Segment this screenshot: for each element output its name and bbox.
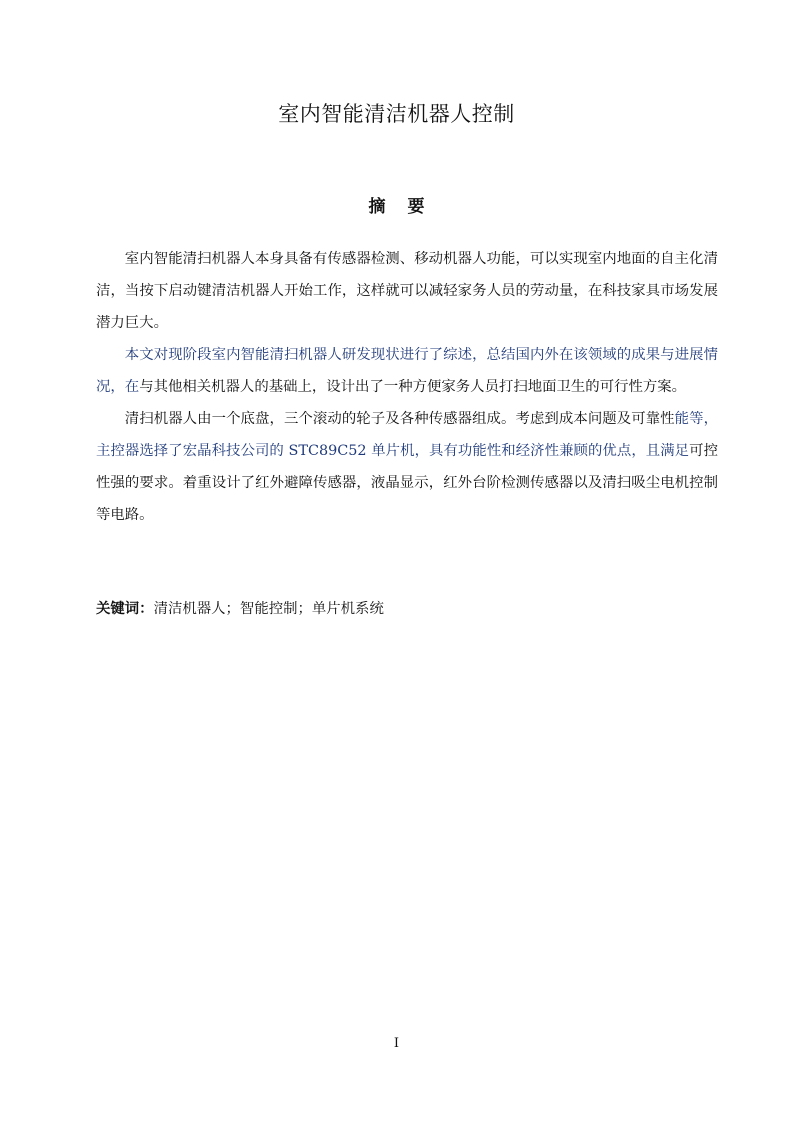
paragraph-3-text-a: 清扫机器人由一个底盘，三个滚动的轮子及各种传感器组成。考虑到成本问题及可靠性 xyxy=(124,411,675,427)
abstract-heading-char-1: 摘 xyxy=(368,197,386,217)
keywords-line xyxy=(96,597,384,621)
page-number: I xyxy=(393,1036,400,1051)
abstract-body xyxy=(96,243,718,531)
keywords-label: 关键词： xyxy=(96,601,154,617)
document-title: 室内智能清洁机器人控制 xyxy=(278,102,515,126)
abstract-heading xyxy=(0,192,793,217)
keywords-value: 清洁机器人；智能控制；单片机系统 xyxy=(153,601,384,617)
paragraph-2-text: 与其他相关机器人的基础上，设计出了一种方便家务人员打扫地面卫生的可行性方案。 xyxy=(139,379,687,395)
paragraph-3-highlight: 能等，主控器选择了宏晶科技公司的 STC89C52 单片机，具有功能性和经济性兼顾的优点，且满足 xyxy=(96,411,718,459)
abstract-heading-char-2: 要 xyxy=(407,197,425,217)
abstract-paragraph-3 xyxy=(96,403,718,531)
abstract-paragraph-2 xyxy=(96,339,718,403)
paragraph-3-text-b: 可控性强的要求。着重设计了红外避障传感器，液晶显示，红外台阶检测传感器以及清扫吸尘电机控制等电路。 xyxy=(96,443,718,523)
paragraph-2-highlight: 本文对现阶段室内智能清扫机器人研发现状进行了综述，总结国内外在该领域的成果与进展情况，在 xyxy=(96,347,718,395)
abstract-paragraph-1: 室内智能清扫机器人本身具备有传感器检测、移动机器人功能，可以实现室内地面的自主化清洁，当按下启动键清洁机器人开始工作，这样就可以减轻家务人员的劳动量，在科技家具市场发展潜力巨大。 xyxy=(96,251,718,331)
